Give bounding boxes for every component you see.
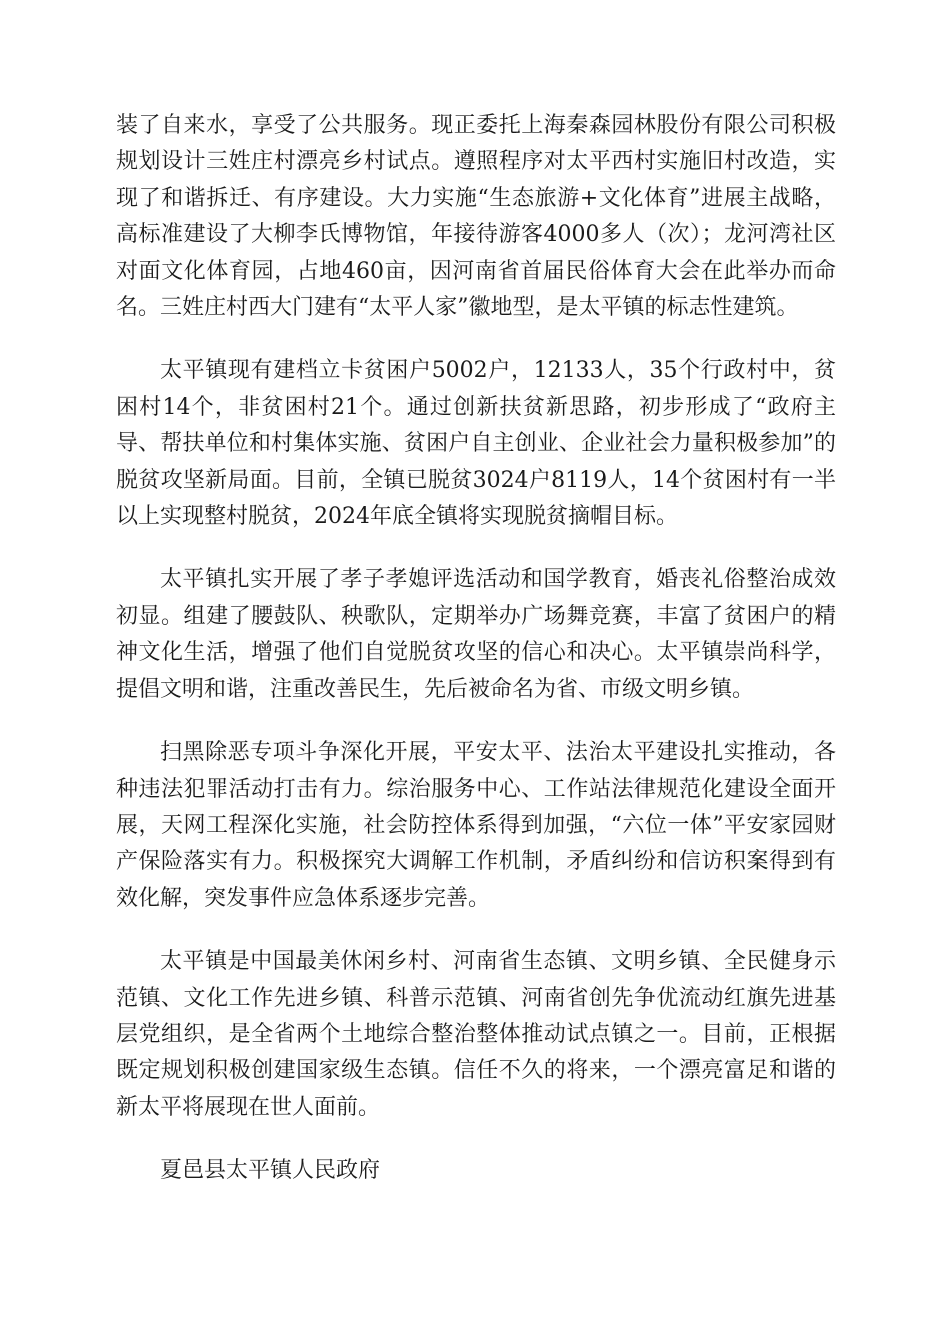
- paragraph-poverty-alleviation: 太平镇现有建档立卡贫困户5002户，12133人，35个行政村中，贫困村14个，非贫困村21个。通过创新扶贫新思路，初步形成了“政府主导、帮扶单位和村集体实施、贫困户自主创业、企业社会力量积极参加”的脱贫攻坚新局面。目前，全镇已脱贫3024户8119人，14个贫困村有一半以上实现整村脱贫，2024年底全镇将实现脱贫摘帽目标。: [116, 358, 836, 530]
- paragraph-honors: 太平镇是中国最美休闲乡村、河南省生态镇、文明乡镇、全民健身示范镇、文化工作先进乡镇、科普示范镇、河南省创先争优流动红旗先进基层党组织，是全省两个土地综合整治整体推动试点镇之一。目前，正根据既定规划积极创建国家级生态镇。信任不久的将来，一个漂亮富足和谐的新太平将展现在世人面前。: [116, 949, 836, 1120]
- document-body: [116, 108, 836, 1217]
- paragraph-culture: 太平镇扎实开展了孝子孝媳评选活动和国学教育，婚丧礼俗整治成效初显。组建了腰鼓队、秧歌队，定期举办广场舞竞赛，丰富了贫困户的精神文化生活，增强了他们自觉脱贫攻坚的信心和决心。太平镇崇尚科学，提倡文明和谐，注重改善民生，先后被命名为省、市级文明乡镇。: [116, 567, 836, 702]
- signature-line: 夏邑县太平镇人民政府: [160, 1158, 381, 1184]
- paragraph-public-security: 扫黑除恶专项斗争深化开展，平安太平、法治太平建设扎实推动，各种违法犯罪活动打击有力。综治服务中心、工作站法律规范化建设全面开展，天网工程深化实施，社会防控体系得到加强，“六位一体”平安家园财产保险落实有力。积极探究大调解工作机制，矛盾纠纷和信访积案得到有效化解，突发事件应急体系逐步完善。: [116, 740, 836, 911]
- paragraph-infrastructure: 装了自来水，享受了公共服务。现正委托上海秦森园林股份有限公司积极规划设计三姓庄村漂亮乡村试点。遵照程序对太平西村实施旧村改造，实现了和谐拆迁、有序建设。大力实施“生态旅游+文化体育”进展主战略，高标准建设了大柳李氏博物馆，年接待游客4000多人（次）；龙河湾社区对面文化体育园，占地460亩，因河南省首届民俗体育大会在此举办而命名。三姓庄村西大门建有“太平人家”徽地型，是太平镇的标志性建筑。: [116, 113, 836, 321]
